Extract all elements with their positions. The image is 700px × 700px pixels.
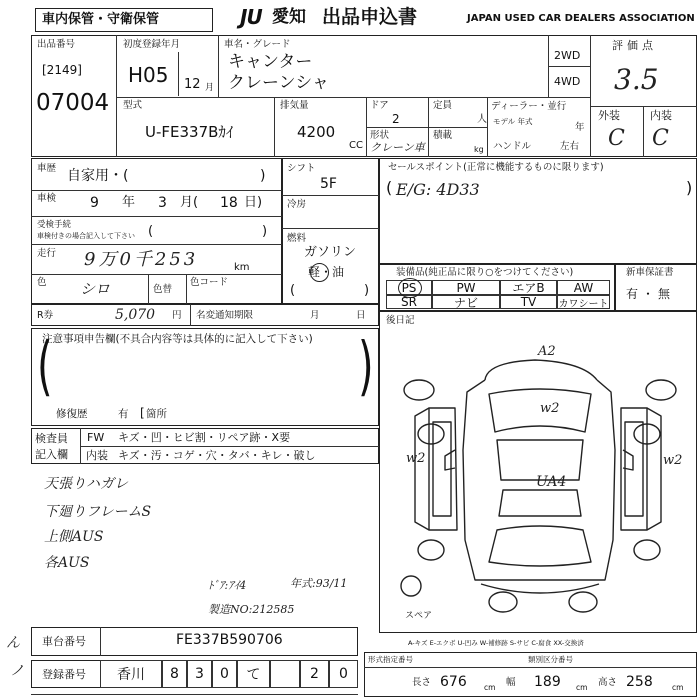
- inspector-label: 検査員: [35, 432, 68, 445]
- recv-label: 受検手続: [37, 220, 72, 230]
- after-label: 後日記: [386, 315, 415, 326]
- plate-cell-2: 8: [162, 660, 187, 688]
- fuel-paren-open: (: [290, 283, 296, 298]
- equip-sr[interactable]: SR: [386, 295, 432, 309]
- width-value: 189: [534, 674, 561, 690]
- handwritten-line-2: 下廻りフレームS: [44, 504, 152, 520]
- plate-cell-8: 0: [329, 660, 358, 688]
- diagram-label-w2-top: w2: [540, 401, 560, 416]
- height-label: 高さ: [598, 677, 618, 688]
- fuel-label: 燃料: [287, 233, 307, 244]
- inspector-note-2: 年式:93/11: [290, 577, 348, 590]
- record-label: 記入欄: [35, 448, 68, 461]
- plate-cell-pref: 香川: [100, 660, 162, 688]
- r-label: R券: [37, 310, 54, 321]
- ext-grade: C: [608, 126, 625, 151]
- form-title: 出品申込書: [322, 6, 418, 28]
- equip-navi[interactable]: ナビ: [432, 295, 500, 309]
- handle-label: ハンドル 左右: [493, 141, 580, 152]
- color-change-label: 色替: [153, 284, 173, 295]
- sales-engine: E/G: 4D33: [396, 180, 480, 199]
- sales-paren-open: (: [386, 178, 393, 197]
- warranty-label: 新車保証書: [626, 267, 674, 278]
- color-value: シロ: [80, 280, 111, 298]
- sales-label: セールスポイント(正常に機能するものに限ります): [388, 162, 604, 173]
- name-label: 車名・グレード: [224, 39, 291, 50]
- disp-value: 4200: [297, 123, 336, 141]
- load-unit: kg: [474, 145, 484, 154]
- storage-badge-text: 車内保管・守衛保管: [42, 12, 160, 27]
- use-label: 車歴: [37, 163, 57, 174]
- equip-aw[interactable]: AW: [557, 280, 610, 295]
- fuel-paren-close: ): [364, 283, 370, 298]
- recv-paren-open: (: [148, 224, 154, 239]
- reg-label: 初度登録年月: [123, 39, 181, 50]
- diagram-label-w2-left: w2: [406, 451, 426, 466]
- modelyear-unit: 年: [575, 122, 585, 133]
- inspect-month: 3: [158, 195, 167, 211]
- drive-4wd: 4WD: [554, 75, 581, 88]
- eval-label: 評価点: [612, 39, 657, 52]
- shift-label: シフト: [287, 163, 316, 174]
- model-value: U-FE337Bｶｲ: [145, 123, 234, 141]
- equip-airbag[interactable]: エアB: [500, 280, 557, 295]
- width-unit: cm: [576, 683, 588, 692]
- sales-block: [379, 158, 697, 264]
- cap-unit: 人: [477, 114, 487, 125]
- inspect-nichi: 日): [244, 195, 263, 210]
- equip-tv[interactable]: TV: [500, 295, 557, 309]
- use-value: 自家用・(: [67, 168, 129, 184]
- equip-ps-circle-mark: [398, 278, 422, 298]
- equip-pw[interactable]: PW: [432, 280, 500, 295]
- notice-label: 名変通知期限: [196, 310, 254, 321]
- equip-ps[interactable]: PS: [386, 280, 432, 295]
- interior-label: 内装: [86, 449, 108, 462]
- cap-label: 定員: [433, 100, 453, 111]
- length-unit: cm: [484, 683, 496, 692]
- height-unit: cm: [672, 683, 684, 692]
- int-grade: C: [652, 126, 669, 151]
- reg-era: H05: [128, 63, 169, 87]
- caution-paren-open: (: [37, 330, 53, 404]
- plate-cell-kana: て: [237, 660, 270, 688]
- recv-sub: 車検付きの場合記入して下さい: [37, 232, 135, 240]
- margin-mark-2: ノ: [10, 663, 24, 679]
- equip-label: 装備品(純正品に限り○をつけてください): [396, 267, 574, 278]
- car-name: キャンター: [228, 52, 313, 72]
- lot-small: [2149]: [42, 63, 82, 77]
- diagram-label-spare: スペア: [405, 611, 433, 621]
- repair-value: 有: [118, 408, 129, 420]
- ju-logo: JU: [240, 5, 262, 29]
- width-label: 幅: [506, 677, 516, 688]
- mileage-value: 9万0千253: [84, 249, 199, 270]
- serial-note: 製造NO:212585: [208, 603, 295, 616]
- dealer-label: ディーラー・並行: [491, 101, 567, 112]
- diagram-label-ua4: UA4: [536, 474, 567, 490]
- top-table: [31, 35, 697, 157]
- plate-cell-6: [270, 660, 300, 688]
- handwritten-line-1: 天張りハガレ: [44, 476, 128, 492]
- inspector-note-1: ﾄﾞｱ:ｱｲ4: [208, 579, 247, 592]
- inspect-tsuki: 月(: [180, 195, 199, 210]
- notice-month: 月: [310, 310, 320, 321]
- mileage-label: 走行: [37, 248, 57, 259]
- reg-month-unit: 月: [205, 83, 215, 93]
- reg-month: 12: [184, 77, 201, 92]
- door-value: 2: [392, 112, 400, 126]
- shape-value: クレーン車: [370, 141, 425, 154]
- fuel-alt: 軽・油: [308, 265, 345, 279]
- caution-paren-close: ): [358, 330, 374, 404]
- use-close: ): [260, 168, 266, 184]
- inspect-year: 9: [90, 195, 99, 211]
- length-value: 676: [440, 674, 467, 690]
- model-label: 型式: [123, 100, 143, 111]
- fw-label: FW: [87, 431, 105, 444]
- plate-cell-7: 2: [300, 660, 329, 688]
- repair-bracket: [: [140, 406, 145, 420]
- diagram-label-a2: A2: [538, 344, 556, 359]
- warranty-value[interactable]: 有・無: [626, 287, 675, 301]
- equip-leather-seat[interactable]: カワシート: [557, 295, 610, 309]
- diagram-legend: A-キズ E-エクボ U-凹み W-補修跡 S-サビ C-腐食 XX-交換済: [408, 639, 584, 647]
- chassis-value: FE337B590706: [176, 632, 283, 648]
- fuel-circle-mark: [310, 263, 329, 282]
- plate-cell-4: 0: [212, 660, 237, 688]
- int-label: 内装: [650, 109, 672, 122]
- modelyear-label: モデル 年式: [493, 117, 533, 126]
- fuel-value: ガソリン: [304, 245, 357, 260]
- margin-mark-1: ん: [6, 635, 20, 651]
- sales-paren-close: ): [686, 178, 693, 197]
- recv-paren-close: ): [262, 224, 268, 239]
- type-sub-label: 類別区分番号: [528, 655, 573, 664]
- r-value: 5,070: [115, 307, 156, 323]
- disp-label: 排気量: [280, 100, 309, 111]
- r-yen: 円: [172, 310, 182, 321]
- handwritten-line-3: 上側AUS: [44, 529, 104, 545]
- diagram-label-w2-right: w2: [663, 453, 683, 468]
- shape-label: 形状: [370, 130, 390, 141]
- chassis-label: 車台番号: [42, 635, 86, 648]
- caution-label: 注意事項申告欄(不具合内容等は具体的に記入して下さい): [42, 333, 313, 345]
- inspect-label: 車検: [37, 193, 57, 204]
- mileage-unit: km: [234, 262, 250, 273]
- color-code-label: 色コード: [190, 277, 229, 288]
- lot-number: 07004: [36, 90, 110, 116]
- door-label: ドア: [370, 100, 389, 111]
- type-label: 形式指定番号: [368, 655, 413, 664]
- color-label: 色: [37, 277, 47, 288]
- ext-label: 外装: [598, 109, 620, 122]
- height-value: 258: [626, 674, 653, 690]
- drive-2wd: 2WD: [554, 49, 581, 62]
- plate-cell-3: 3: [187, 660, 212, 688]
- handwritten-line-4: 各AUS: [44, 555, 90, 571]
- logo-prefecture: 愛知: [272, 7, 306, 27]
- eval-score: 3.5: [614, 63, 659, 96]
- plate-label: 登録番号: [42, 668, 86, 681]
- repair-detail: 箇所: [146, 408, 167, 420]
- shift-value: 5F: [320, 176, 337, 192]
- disp-unit: CC: [349, 140, 363, 151]
- interior-items: キズ・汚・コゲ・穴・タバ・キレ・破し: [118, 449, 316, 462]
- lot-label: 出品番号: [37, 39, 76, 50]
- car-grade: クレーンシャ: [228, 73, 329, 93]
- inspect-nen: 年: [122, 195, 136, 210]
- fw-items: キズ・凹・ヒビ割・リペア跡・X要: [118, 431, 291, 444]
- load-label: 積載: [433, 130, 453, 141]
- notice-day: 日: [356, 310, 366, 321]
- repair-label: 修復歴: [56, 408, 88, 420]
- ac-label: 冷房: [287, 199, 307, 210]
- inspect-day: 18: [220, 195, 238, 211]
- length-label: 長さ: [412, 677, 432, 688]
- english-title: JAPAN USED CAR DEALERS ASSOCIATION: [467, 13, 695, 24]
